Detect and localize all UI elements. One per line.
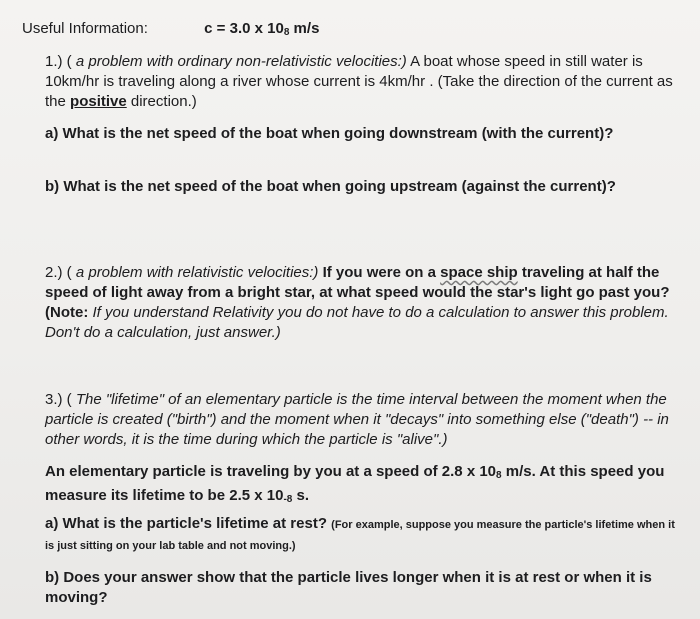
useful-information [22,20,319,38]
useful-info-label: Useful Information: [22,20,148,37]
problem-3-statement: An elementary particle is traveling by you at a speed of 2.8 x $10_8$ m/s. At this speed you measure its lifetime to be 2.5 x $10_{-8}$ s. [45,463,665,505]
positive-word: positive [70,93,127,110]
question-3a: a) What is the particle's lifetime at rest? (For example, suppose you measure the particle's lifetime when it is just sitting on your lab table and not moving.) [45,515,675,552]
space-ship-word: space ship [440,264,518,281]
problem-3-intro: 3.) ( The "lifetime" of an elementary particle is the time interval between the moment when the particle is created ("birth") and the moment when it "decays" into something else ("death") -- in other words, it is the time during which the particle is "alive".) [45,391,669,448]
question-1b: b) What is the net speed of the boat when going upstream (against the current)? [45,178,616,195]
question-3b: b) Does your answer show that the particle lives longer when it is at rest or when it is moving? [45,569,652,606]
problem-2-text: 2.) ( a problem with relativistic velocities:) If you were on a space ship traveling at half the speed of light away from a bright star, at what speed would the star's light go past you? (Note: If you understand Relativity you do not have to do a calculation to answer this problem. Don't do a calculation, just answer.) [45,264,670,341]
problem-1-text: 1.) ( a problem with ordinary non-relativistic velocities:) A boat whose speed in still water is 10km/hr is traveling along a river whose current is 4km/hr . (Take the direction of the current as the positive direction.) [45,53,673,110]
question-1a: a) What is the net speed of the boat when going downstream (with the current)? [45,125,614,142]
speed-of-light-constant: c = 3.0 x $10_8$ m/s [204,20,320,38]
